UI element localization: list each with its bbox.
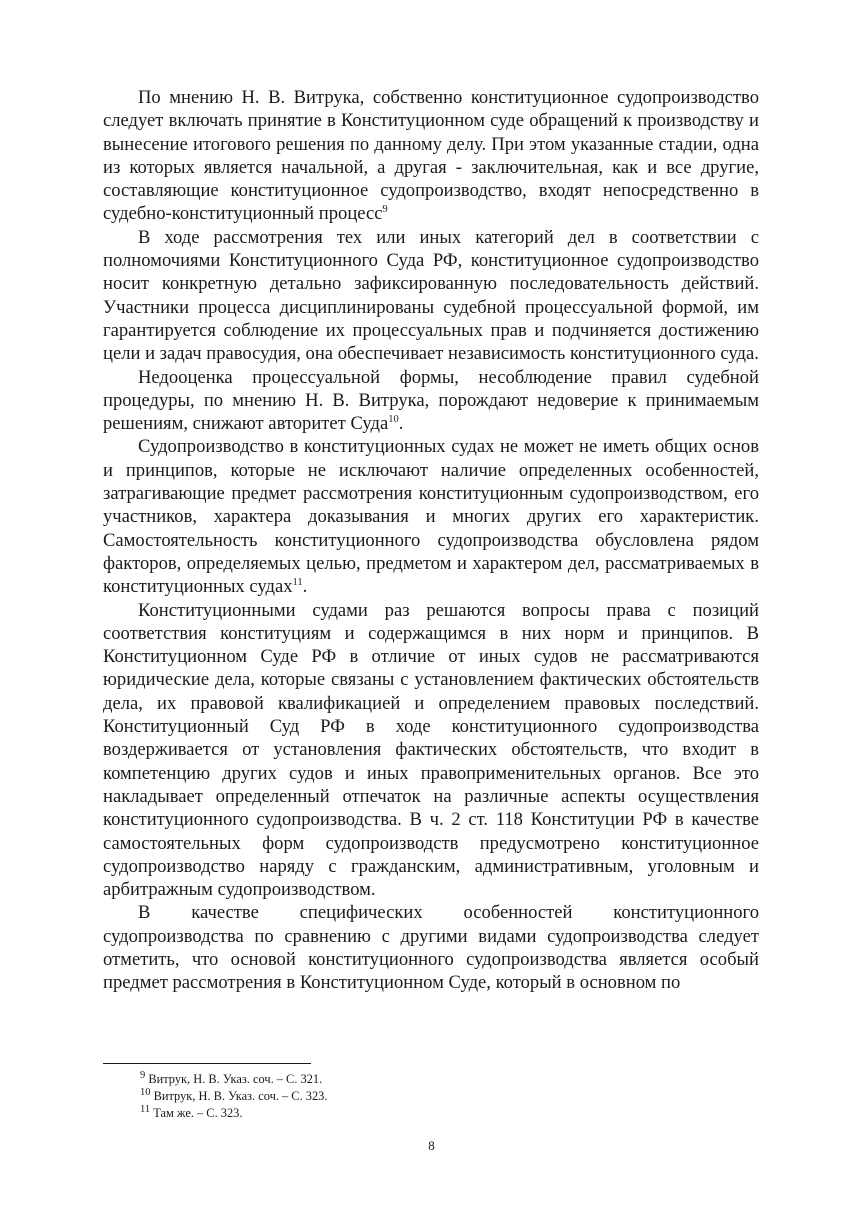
footnote-9 xyxy=(140,1071,740,1088)
footnote-ref-10: 10 xyxy=(388,413,399,425)
paragraph-text: Конституционными судами раз решаются вопросы права с позиций соответствия конституциям и содержащимся в них норм и принципов. В Конституционном Суде РФ в отличие от иных судов не рассматриваются юридические дела, которые связаны с установлением фактических обстоятельств дела, их правовой квалификацией и определением правовых последствий. Конституционный Суд РФ в ходе конституционного судопроизводства воздерживается от установления фактических обстоятельств, что входит в компетенцию других судов и иных правоприменительных органов. Все это накладывает определенный отпечаток на различные аспекты осуществления конституционного судопроизводства. В ч. 2 ст. 118 Конституции РФ в качестве самостоятельных форм судопроизводств предусмотрено конституционное судопроизводство наряду с гражданским, административным, уголовным и арбитражным судопроизводством. xyxy=(103,599,759,901)
paragraph-text: По мнению Н. В. Витрука, собственно конституционное судопроизводство следует включать принятие в Конституционном суде обращений к производству и вынесение итогового решения по данному делу. При этом указанные стадии, одна из которых является начальной, а другая - заключительная, как и все другие, составляющие конституционное судопроизводство, входят непосредственно в судебно-конституционный процесс xyxy=(103,87,759,225)
paragraph-2 xyxy=(103,226,759,366)
footnote-separator xyxy=(103,1063,311,1064)
footnote-ref-11: 11 xyxy=(292,577,303,589)
paragraph-end: . xyxy=(398,413,404,435)
footnote-text: Витрук, Н. В. Указ. соч. – С. 323. xyxy=(150,1089,328,1104)
footnote-number: 10 xyxy=(140,1087,151,1099)
paragraph-text: В качестве специфических особенностей конституционного судопроизводства по сравнению с другими видами судопроизводства следует отметить, что основой конституционного судопроизводства является особый предмет рассмотрения в Конституционном Суде, который в основном по xyxy=(103,902,759,994)
paragraph-text: В ходе рассмотрения тех или иных категорий дел в соответствии с полномочиями Конституционного Суда РФ, конституционное судопроизводство носит конкретную детально зафиксированную последовательность действий. Участники процесса дисциплинированы судебной процессуальной формой, им гарантируется соблюдение их процессуальных прав и подчиняется достижению цели и задач правосудия, она обеспечивает независимость конституционного суда. xyxy=(103,226,759,365)
footnote-10 xyxy=(140,1088,740,1105)
footnote-number: 11 xyxy=(140,1104,151,1116)
footnotes xyxy=(140,1071,740,1123)
footnote-11 xyxy=(140,1105,740,1122)
footnote-text: Там же. – С. 323. xyxy=(150,1106,243,1121)
paragraph-6 xyxy=(103,901,759,994)
page-number: 8 xyxy=(428,1138,435,1153)
paragraph-3 xyxy=(103,366,759,436)
paragraph-4 xyxy=(103,435,759,598)
paragraph-1 xyxy=(103,86,759,226)
footnote-ref-9: 9 xyxy=(382,204,388,216)
paragraph-text: Судопроизводство в конституционных судах не может не иметь общих основ и принципов, которые не исключают наличие определенных особенностей, затрагивающие предмет рассмотрения конституционным судопроизводством, его участников, характера доказывания и многих других его характеристик. Самостоятельность конституционного судопроизводства обусловлена рядом факторов, определяемых целью, предметом и характером дел, рассматриваемых в конституционных судах xyxy=(103,436,759,598)
body-text xyxy=(103,86,759,995)
paragraph-5 xyxy=(103,599,759,902)
paragraph-text: Недооценка процессуальной формы, несоблюдение правил судебной процедуры, по мнению Н. В. Витрука, порождают недоверие к принимаемым решениям, снижают авторитет Суда xyxy=(103,366,759,435)
paragraph-end: . xyxy=(302,576,308,598)
footnote-text: Витрук, Н. В. Указ. соч. – С. 321. xyxy=(145,1072,323,1086)
footnote-number: 9 xyxy=(140,1069,146,1081)
